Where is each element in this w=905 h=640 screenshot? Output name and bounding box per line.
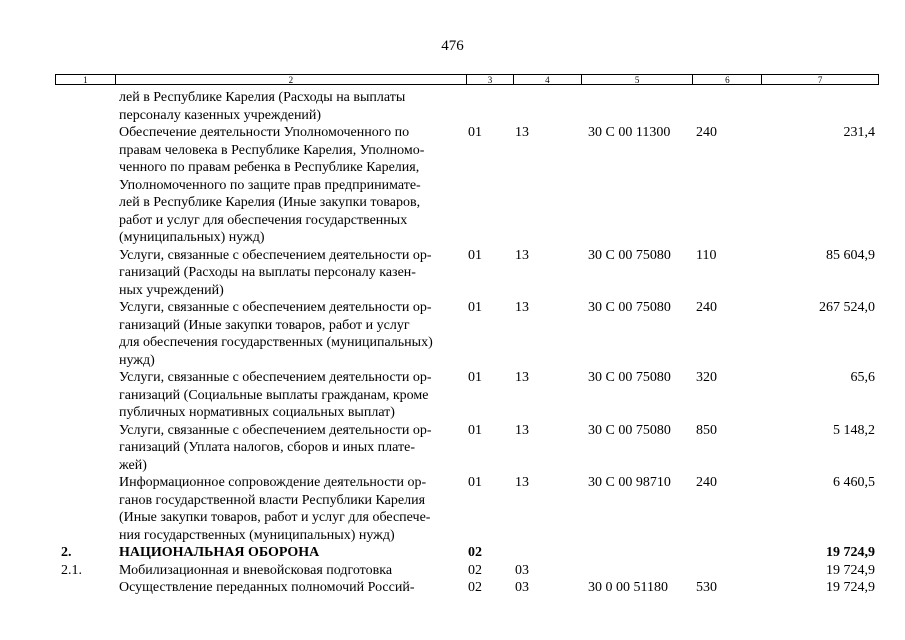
row-expense-type: 320 [696, 370, 717, 385]
row-expense-type [694, 89, 763, 124]
row-target-article: 30 С 00 75080 [588, 422, 671, 438]
row-section [467, 89, 514, 124]
table-row [55, 544, 879, 562]
row-expense-type: 240 [696, 475, 717, 490]
header-col-4: 4 [514, 75, 582, 84]
row-amount: 5 148,2 [833, 422, 875, 438]
row-number [55, 124, 115, 247]
row-description: Услуги, связанные с обеспечением деятельности ор- ганизаций (Расходы на выплаты персоналу казен- ных учреждений) [119, 247, 432, 298]
header-col-1: 1 [56, 75, 116, 84]
header-col-2: 2 [116, 75, 467, 84]
row-amount: 65,6 [850, 370, 875, 385]
row-description: Обеспечение деятельности Уполномоченного по правам человека в Республике Карелия, Уполномо- ченного по правам ребенка в Республике Карелия, Уполномоченного по защите прав предпринимате- лей в Республике Карелия (Иные закупки товаров, работ и услуг для обеспечения государственных (муниципальных) нужд) [119, 125, 425, 245]
row-subsection [514, 89, 582, 124]
row-target-article: 30 С 00 75080 [588, 247, 671, 263]
table-row [55, 422, 879, 475]
table-row [55, 474, 879, 544]
row-amount: 19 724,9 [826, 580, 875, 595]
row-subsection: 13 [515, 475, 529, 490]
row-amount [763, 89, 879, 124]
page-number: 476 [441, 38, 464, 54]
header-col-6: 6 [693, 75, 762, 84]
row-target-article: 30 С 00 75080 [588, 370, 671, 385]
row-expense-type: 110 [696, 247, 717, 263]
row-number [55, 247, 115, 300]
row-description: Услуги, связанные с обеспечением деятельности ор- ганизаций (Социальные выплаты гражданам, кроме публичных нормативных социальных выплат) [119, 370, 432, 420]
row-amount: 19 724,9 [826, 545, 875, 560]
table-header [55, 74, 879, 85]
header-col-3: 3 [467, 75, 514, 84]
row-expense-type: 530 [696, 580, 717, 595]
row-expense-type: 240 [696, 300, 717, 315]
row-expense-type: 850 [696, 422, 717, 438]
row-subsection: 03 [515, 580, 529, 595]
row-subsection: 13 [515, 300, 529, 315]
row-amount: 267 524,0 [819, 300, 875, 315]
row-description: НАЦИОНАЛЬНАЯ ОБОРОНА [119, 545, 320, 560]
row-amount: 19 724,9 [826, 562, 875, 578]
row-target-article: 30 С 00 11300 [588, 125, 671, 140]
row-number [55, 89, 115, 124]
row-description: Услуги, связанные с обеспечением деятельности ор- ганизаций (Уплата налогов, сборов и иных плате- жей) [119, 422, 432, 473]
row-section: 01 [468, 300, 482, 315]
row-amount: 85 604,9 [826, 247, 875, 263]
row-subsection: 13 [515, 370, 529, 385]
row-number [55, 579, 115, 597]
header-col-7: 7 [817, 75, 823, 85]
row-number [55, 299, 115, 369]
row-expense-type [694, 544, 763, 562]
row-number [55, 369, 115, 422]
row-section: 01 [468, 125, 482, 140]
row-subsection: 13 [515, 125, 529, 140]
table-row [55, 247, 879, 300]
row-amount: 231,4 [843, 125, 875, 140]
table-row [55, 579, 879, 597]
row-description: Осуществление переданных полномочий Россий- [119, 580, 415, 595]
row-number [55, 422, 115, 475]
row-target-article [582, 544, 694, 562]
row-description: Услуги, связанные с обеспечением деятельности ор- ганизаций (Иные закупки товаров, работ и услуг для обеспечения государственных (муниципальных) нужд) [119, 300, 433, 368]
row-subsection: 13 [515, 247, 529, 263]
row-description: лей в Республике Карелия (Расходы на выплаты персоналу казенных учреждений) [119, 90, 406, 123]
row-subsection: 13 [515, 422, 529, 438]
row-subsection [514, 544, 582, 562]
row-target-article: 30 0 00 51180 [588, 580, 668, 595]
row-target-article [582, 562, 694, 580]
header-col-5: 5 [582, 75, 694, 84]
row-section: 01 [468, 422, 482, 438]
row-expense-type: 240 [696, 125, 717, 140]
row-section: 01 [468, 247, 482, 263]
row-description: Мобилизационная и вневойсковая подготовка [119, 562, 393, 578]
table-row [55, 369, 879, 422]
row-target-article: 30 С 00 98710 [588, 475, 671, 490]
table-row [55, 299, 879, 369]
budget-table-body [55, 89, 879, 597]
row-expense-type [694, 562, 763, 580]
row-target-article: 30 С 00 75080 [588, 300, 671, 315]
row-number: 2. [61, 545, 72, 560]
row-amount: 6 460,5 [833, 475, 875, 490]
table-row [55, 89, 879, 124]
table-row [55, 124, 879, 247]
row-number [55, 474, 115, 544]
table-row [55, 562, 879, 580]
row-section: 02 [468, 580, 482, 595]
row-target-article [582, 89, 694, 124]
row-section: 02 [468, 545, 482, 560]
row-description: Информационное сопровождение деятельности ор- ганов государственной власти Республики Карелия (Иные закупки товаров, работ и услуг для обеспече- ния государственных (муниципальных) нужд) [119, 475, 431, 543]
row-number: 2.1. [61, 562, 82, 578]
row-section: 02 [468, 562, 482, 578]
row-section: 01 [468, 370, 482, 385]
row-section: 01 [468, 475, 482, 490]
row-subsection: 03 [515, 562, 529, 578]
